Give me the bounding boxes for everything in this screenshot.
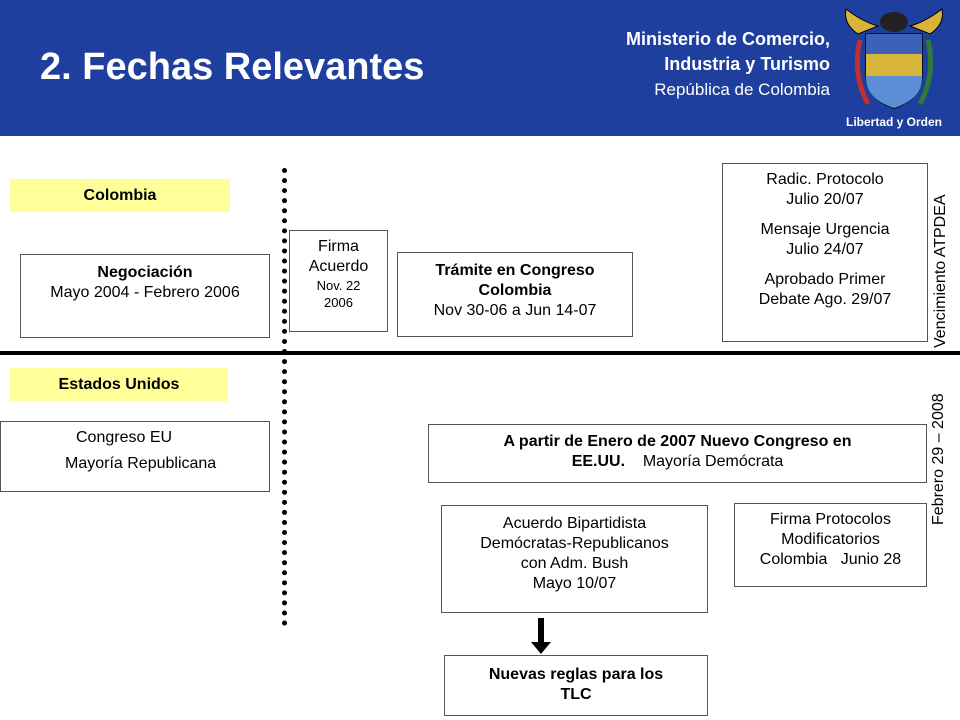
firma-protocolos-box xyxy=(734,503,927,587)
radic-line-6: Debate Ago. 29/07 xyxy=(758,291,892,308)
acuerdo-line-4: Mayo 10/07 xyxy=(532,575,617,592)
firma-line-2: Acuerdo xyxy=(308,258,369,275)
congreso-line-2: Mayoría Republicana xyxy=(65,455,217,472)
firma-prot-line-3: Colombia Junio 28 xyxy=(759,551,902,568)
header-banner xyxy=(0,0,960,136)
reglas-line-1: Nuevas reglas para los xyxy=(488,666,664,683)
radic-protocolo-box xyxy=(722,163,928,342)
tramite-box xyxy=(397,252,633,337)
congreso-line-1: Congreso EU xyxy=(76,429,173,446)
firma-acuerdo-box xyxy=(289,230,388,332)
nuevo-congreso-line-1: A partir de Enero de 2007 Nuevo Congreso en xyxy=(503,433,852,450)
acuerdo-line-2: Demócratas-Republicanos xyxy=(480,535,669,552)
horizontal-divider xyxy=(0,351,960,355)
tramite-title-1: Trámite en Congreso xyxy=(435,262,595,279)
febrero-2008-label: Febrero 29 – 2008 xyxy=(930,393,947,525)
radic-line-5: Aprobado Primer xyxy=(764,271,886,288)
estados-unidos-label: Estados Unidos xyxy=(10,368,228,401)
radic-line-2: Julio 20/07 xyxy=(786,191,864,208)
firma-line-1: Firma xyxy=(318,238,359,255)
seal-caption: Libertad y Orden xyxy=(845,115,943,129)
ministry-line-3: República de Colombia xyxy=(654,80,830,99)
radic-line-3: Mensaje Urgencia xyxy=(760,221,890,238)
negociacion-dates: Mayo 2004 - Febrero 2006 xyxy=(50,284,240,301)
radic-line-4: Julio 24/07 xyxy=(786,241,864,258)
tramite-title-2: Colombia xyxy=(478,282,552,299)
arrow-down-icon xyxy=(538,618,544,644)
vencimiento-atpdea-label: Vencimiento ATPDEA xyxy=(932,194,949,348)
nuevas-reglas-box xyxy=(444,655,708,716)
page-title: 2. Fechas Relevantes xyxy=(40,46,425,88)
ministry-line-1: Ministerio de Comercio, xyxy=(625,29,830,49)
firma-prot-line-1: Firma Protocolos xyxy=(770,511,891,528)
acuerdo-line-1: Acuerdo Bipartidista xyxy=(502,515,647,532)
acuerdo-bipartidista-box xyxy=(441,505,708,613)
firma-line-3: Nov. 22 xyxy=(316,278,361,293)
acuerdo-line-3: con Adm. Bush xyxy=(520,555,629,572)
dotted-timeline-divider xyxy=(282,168,287,626)
arrow-head-icon xyxy=(531,642,551,654)
firma-line-4: 2006 xyxy=(324,295,353,310)
ministry-line-2: Industria y Turismo xyxy=(664,54,830,74)
nuevo-congreso-mayoria: Mayoría Demócrata xyxy=(642,453,784,470)
reglas-line-2: TLC xyxy=(560,686,592,703)
nuevo-congreso-box xyxy=(428,424,927,483)
negociacion-box xyxy=(20,254,270,338)
firma-prot-line-2: Modificatorios xyxy=(781,531,880,548)
nuevo-congreso-eeuu: EE.UU. xyxy=(571,453,626,470)
radic-line-1: Radic. Protocolo xyxy=(766,171,884,188)
congreso-eu-box xyxy=(0,421,270,492)
tramite-dates: Nov 30-06 a Jun 14-07 xyxy=(433,302,597,319)
nuevo-congreso-line-2 xyxy=(429,452,926,472)
colombia-label: Colombia xyxy=(10,179,230,212)
negociacion-title: Negociación xyxy=(97,264,193,281)
ministry-name xyxy=(626,27,830,102)
colombia-coat-of-arms-icon xyxy=(838,4,950,132)
